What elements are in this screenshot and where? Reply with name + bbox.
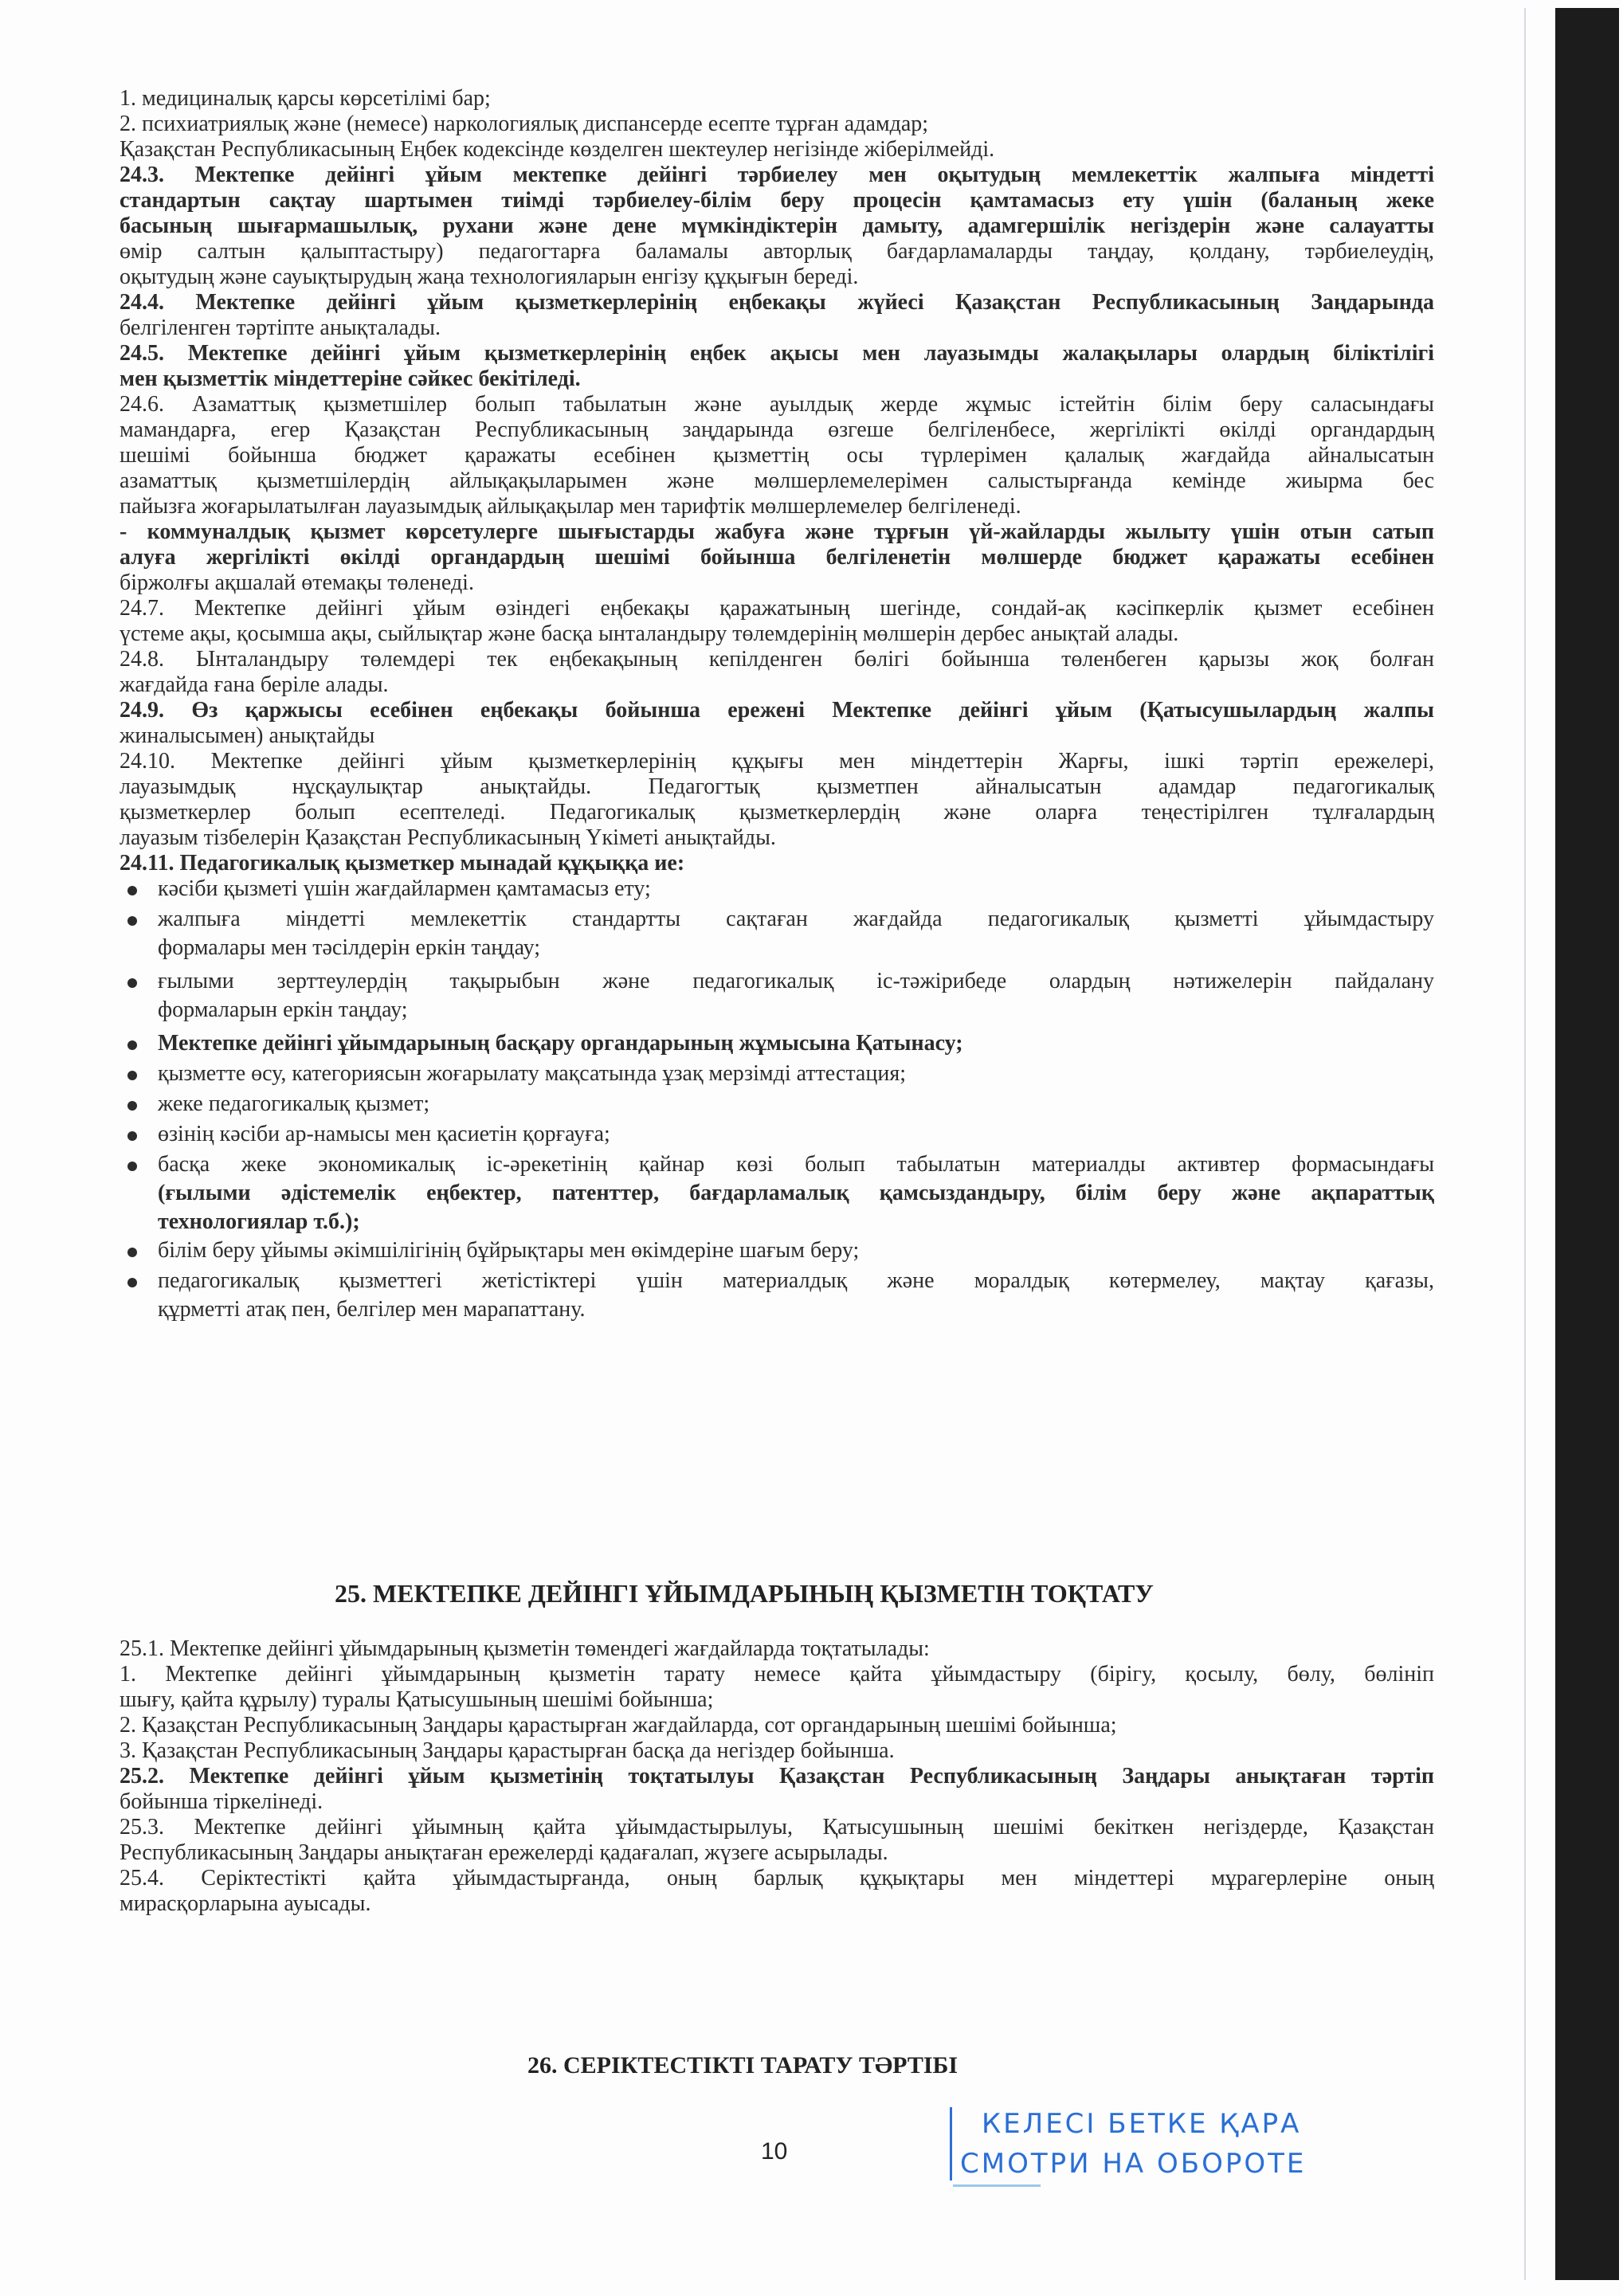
- list-item: Мектепке дейінгі ұйымдарының басқару органдарының жұмысына Қатынасу;: [158, 1031, 963, 1056]
- text-line: - коммуналдық қызмет көрсетулерге шығыстарды жабуға және тұрғын үй-жайларды жылыту үшін отын сатып: [120, 519, 1434, 544]
- bullet-icon: [127, 886, 137, 895]
- text-line: 3. Қазақстан Республикасының Заңдары қарастырған басқа да негіздер бойынша.: [120, 1738, 895, 1763]
- text-line: пайызға жоғарылатылған лауазымдық айлықақылар мен тарифтік мөлшерлемелер белгіленеді.: [120, 494, 1021, 519]
- bullet-icon: [127, 1101, 137, 1111]
- text-line: стандартын сақтау шартымен тиімді тәрбиелеу-білім беру процесін қамтамасыз ету үшін (баланың жеке: [120, 188, 1434, 213]
- text-line: 1. Мектепке дейінгі ұйымдарының қызметін тарату немесе қайта ұйымдастыру (бірігу, қосылу, бөлу, бөлініп: [120, 1662, 1434, 1687]
- section-25-heading: 25. МЕКТЕПКЕ ДЕЙІНГІ ҰЙЫМДАРЫНЫҢ ҚЫЗМЕТІН ТОҚТАТУ: [335, 1579, 1154, 1608]
- text-line: 25.2. Мектепке дейінгі ұйым қызметінің тоқтатылуы Қазақстан Республикасының Заңдары анықтаған тәртіп: [120, 1764, 1434, 1789]
- stamp-border: [950, 2107, 952, 2180]
- text-line: 24.10. Мектепке дейінгі ұйым қызметкерлерінің құқығы мен міндеттерін Жарғы, ішкі тәртіп ережелері,: [120, 749, 1434, 774]
- text-line: 24.11. Педагогикалық қызметкер мынадай құқыққа ие:: [120, 851, 685, 876]
- text-line: оқытудың және сауықтырудың жаңа технологияларын енгізу құқығын береді.: [120, 264, 859, 289]
- text-line: алуға жергілікті өкілді органдардың шешімі бойынша белгіленетін мөлшерде бюджет қаражаты есебінен: [120, 545, 1434, 570]
- text-line: Қазақстан Республикасының Еңбек кодексінде көзделген шектеулер негізінде жіберілмейді.: [120, 137, 995, 162]
- text-line: мен қызметтік міндеттеріне сәйкес бекітіледі.: [120, 366, 581, 391]
- text-line: 1. медициналық қарсы көрсетілімі бар;: [120, 86, 491, 111]
- list-item: ғылыми зерттеулердің тақырыбын және педагогикалық іс-тәжірибеде олардың нәтижелерін пайдалану: [158, 969, 1434, 993]
- bullet-icon: [127, 1248, 137, 1257]
- text-line: басының шығармашылық, рухани және дене мүмкіндіктерін дамыту, адамгершілік негіздерін және салауатты: [120, 214, 1434, 238]
- list-item: қызметте өсу, категориясын жоғарылату мақсатында ұзақ мерзімді аттестация;: [158, 1061, 906, 1086]
- text-line: 24.9. Өз қаржысы есебінен еңбекақы бойынша ережені Мектепке дейінгі ұйым (Қатысушылардың жалпы: [120, 698, 1434, 723]
- list-item: басқа жеке экономикалық іс-әрекетінің қайнар көзі болып табылатын материалды активтер формасындағы: [158, 1152, 1434, 1177]
- text-line: 24.3. Мектепке дейінгі ұйым мектепке дейінгі тәрбиелеу мен оқытудың мемлекеттік жалпыға міндетті: [120, 163, 1434, 187]
- text-line: мирасқорларына ауысады.: [120, 1891, 371, 1916]
- scanner-dark-border: [1555, 8, 1619, 2280]
- list-item-continued: құрметті атақ пен, белгілер мен марапаттану.: [158, 1297, 586, 1322]
- page-number: 10: [761, 2138, 788, 2165]
- text-line: белгіленген тәртіпте анықталады.: [120, 315, 441, 340]
- bullet-icon: [127, 1040, 137, 1050]
- list-item: педагогикалық қызметтегі жетістіктері үшін материалдық және моралдық көтермелеу, мақтау қағазы,: [158, 1268, 1434, 1293]
- bullet-icon: [127, 1071, 137, 1080]
- text-line: азаматтық қызметшілердің айлықақыларымен және мөлшерлемелерімен салыстырғанда кемінде жиырма бес: [120, 468, 1434, 493]
- text-line: Республикасының Заңдары анықтаған ережелерді қадағалап, жүзеге асырылады.: [120, 1840, 888, 1865]
- text-line: 25.3. Мектепке дейінгі ұйымның қайта ұйымдастырылуы, Қатысушының шешімі бекіткен негіздерде, Қазақстан: [120, 1815, 1434, 1840]
- bullet-icon: [127, 1278, 137, 1287]
- bullet-icon: [127, 978, 137, 988]
- list-item: жалпыға міндетті мемлекеттік стандартты сақтаған жағдайда педагогикалық қызметті ұйымдастыру: [158, 907, 1434, 931]
- stamp-text-kazakh: КЕЛЕСІ БЕТКЕ ҚАРА: [982, 2108, 1302, 2140]
- text-line: қызметкерлер болып есептеледі. Педагогикалық қызметкерлердің және оларға теңестірілген тұлғалардың: [120, 800, 1434, 825]
- list-item-continued: технологиялар т.б.);: [158, 1209, 360, 1234]
- list-item-continued: формаларын еркін таңдау;: [158, 997, 408, 1022]
- text-line: жиналысымен) анықтайды: [120, 723, 375, 748]
- text-line: 24.5. Мектепке дейінгі ұйым қызметкерлерінің еңбек ақысы мен лауазымды жалақылары олардың біліктілігі: [120, 341, 1434, 366]
- list-item-continued: (ғылыми әдістемелік еңбектер, патенттер, бағдарламалық қамсыздандыру, білім беру және ақпараттық: [158, 1181, 1434, 1205]
- list-item-continued: формалары мен тәсілдерін еркін таңдау;: [158, 935, 540, 960]
- text-line: лауазымдық нұсқаулықтар анықтайды. Педагогтық қызметпен айналысатын адамдар педагогикалық: [120, 774, 1434, 799]
- text-line: 24.7. Мектепке дейінгі ұйым өзіндегі еңбекақы қаражатының шегінде, сондай-ақ кәсіпкерлік қызмет есебінен: [120, 596, 1434, 621]
- section-26-heading: 26. СЕРІКТЕСТІКТІ ТАРАТУ ТӘРТІБІ: [527, 2052, 959, 2079]
- text-line: 25.1. Мектепке дейінгі ұйымдарының қызметін төмендегі жағдайларда тоқтатылады:: [120, 1636, 930, 1661]
- text-line: бойынша тіркелінеді.: [120, 1789, 323, 1814]
- text-line: 2. психиатриялық және (немесе) наркологиялық диспансерде есепте тұрған адамдар;: [120, 112, 929, 136]
- list-item: білім беру ұйымы әкімшілігінің бұйрықтары мен өкімдеріне шағым беру;: [158, 1238, 860, 1263]
- text-line: 25.4. Серіктестікті қайта ұйымдастырғанда, оның барлық құқықтары мен міндеттері мұрагерлеріне оның: [120, 1866, 1434, 1890]
- bullet-icon: [127, 1162, 137, 1171]
- text-line: 24.8. Ынталандыру төлемдері тек еңбекақының кепілденген бөлігі бойынша төленбеген қарызы жоқ болған: [120, 647, 1434, 672]
- text-line: жағдайда ғана беріле алады.: [120, 672, 389, 697]
- bullet-icon: [127, 1131, 137, 1141]
- text-line: мамандарға, егер Қазақстан Республикасының заңдарында өзгеше белгіленбесе, жергілікті өкілді органдардың: [120, 417, 1434, 442]
- page-edge-shadow: [1524, 8, 1526, 2280]
- list-item: жеке педагогикалық қызмет;: [158, 1091, 430, 1116]
- text-line: біржолғы ақшалай өтемақы төленеді.: [120, 570, 474, 595]
- text-line: 24.6. Азаматтық қызметшілер болып табылатын және ауылдық жерде жұмыс істейтін білім беру саласындағы: [120, 392, 1434, 417]
- text-line: өмір салтын қалыптастыру) педагогтарға баламалы авторлық бағдарламаларды таңдау, қолдану, тәрбиелеудің,: [120, 239, 1434, 264]
- text-line: лауазым тізбелерін Қазақстан Республикасының Үкіметі анықтайды.: [120, 825, 776, 850]
- text-line: 2. Қазақстан Республикасының Заңдары қарастырған жағдайларда, сот органдарының шешімі бойынша;: [120, 1713, 1117, 1738]
- text-line: 24.4. Мектепке дейінгі ұйым қызметкерлерінің еңбекақы жүйесі Қазақстан Республикасының Заңдарында: [120, 290, 1434, 315]
- text-line: шығу, қайта құрылу) туралы Қатысушының шешімі бойынша;: [120, 1687, 714, 1712]
- text-line: үстеме ақы, қосымша ақы, сыйлықтар және басқа ынталандыру төлемдерінің мөлшерін дербес анықтай алады.: [120, 621, 1179, 646]
- text-line: шешімі бойынша бюджет қаражаты есебінен қызметтің осы түрлерімен қалалық жағдайда айналысатын: [120, 443, 1434, 468]
- list-item: кәсіби қызметі үшін жағдайлармен қамтамасыз ету;: [158, 876, 651, 901]
- stamp-underline: [953, 2184, 1041, 2187]
- stamp-text-russian: СМОТРИ НА ОБОРОТЕ: [960, 2148, 1307, 2180]
- list-item: өзінің кәсіби ар-намысы мен қасиетін қорғауға;: [158, 1122, 610, 1146]
- bullet-icon: [127, 916, 137, 926]
